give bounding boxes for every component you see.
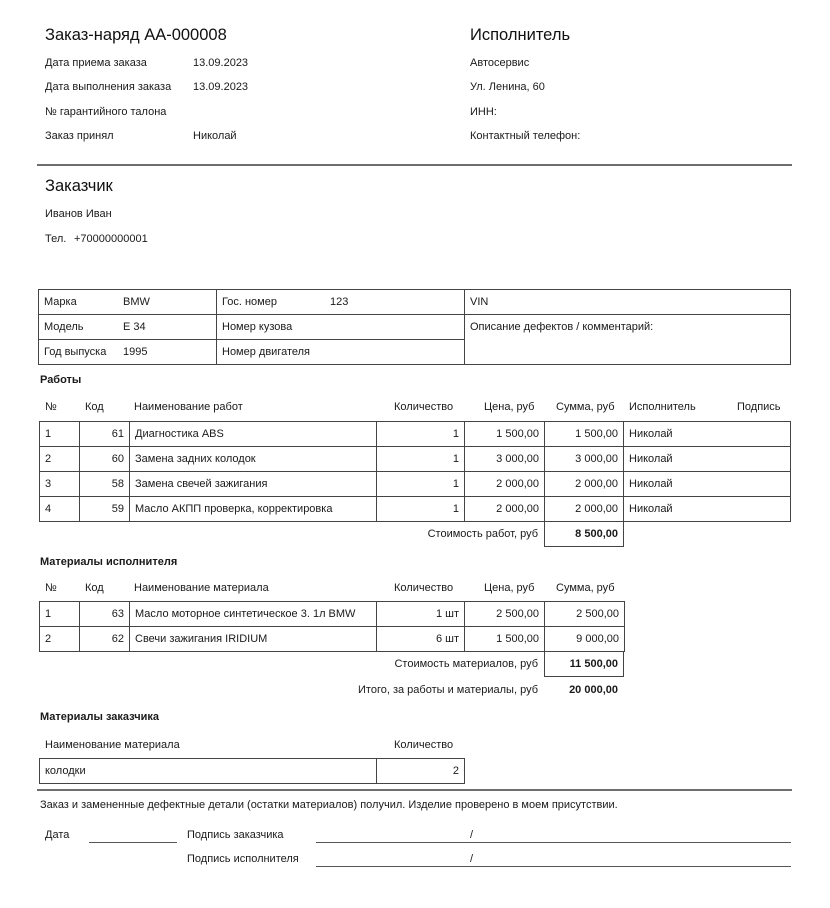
order-received-date-value: 13.09.2023 [193, 57, 249, 69]
vehicle-vin-cell [465, 290, 791, 315]
works-row-code: 58 [80, 472, 130, 497]
vehicle-engine-number-cell [217, 340, 465, 365]
table-row [40, 627, 625, 652]
works-row-number: 3 [40, 472, 80, 497]
order-accepted-by-label: Заказ принял [45, 130, 114, 142]
materials-header-sum: Сумма, руб [556, 582, 615, 594]
works-row-name: Диагностика ABS [130, 422, 377, 447]
works-row-number: 1 [40, 422, 80, 447]
order-accepted-by-value: Николай [193, 130, 237, 142]
works-row-sum: 2 000,00 [545, 497, 624, 522]
works-row-worker: Николай [624, 497, 791, 522]
works-row-price: 3 000,00 [465, 447, 545, 472]
table-row [40, 447, 791, 472]
materials-total-label: Стоимость материалов, руб [394, 658, 538, 670]
materials-header-number: № [45, 582, 57, 594]
customer-materials-row-name: колодки [40, 759, 377, 784]
works-row-sum: 2 000,00 [545, 472, 624, 497]
customer-materials-section-title: Материалы заказчика [40, 711, 159, 723]
works-header-number: № [45, 401, 57, 413]
customer-materials-header-qty: Количество [394, 739, 454, 751]
works-header-qty: Количество [394, 401, 454, 413]
materials-header-price: Цена, руб [484, 582, 535, 594]
vehicle-brand-label: Марка [44, 296, 77, 308]
works-header-name: Наименование работ [134, 401, 243, 413]
customer-signature-slash: / [470, 829, 474, 841]
header-divider [37, 164, 792, 166]
contractor-inn: ИНН: [470, 106, 497, 118]
vehicle-plate-label: Гос. номер [222, 296, 277, 308]
vehicle-model-value: E 34 [123, 321, 146, 333]
materials-row-qty: 6 шт [377, 627, 465, 652]
vehicle-vin-label: VIN [470, 296, 489, 308]
vehicle-defects-cell [465, 315, 791, 365]
footer-divider [37, 789, 792, 791]
materials-row-sum: 9 000,00 [545, 627, 625, 652]
materials-row-code: 63 [80, 602, 130, 627]
vehicle-table [38, 289, 791, 365]
vehicle-engine-number-label: Номер двигателя [222, 346, 311, 358]
customer-title: Заказчик [45, 177, 113, 195]
works-row-sum: 3 000,00 [545, 447, 624, 472]
contractor-signature-line[interactable] [316, 866, 791, 867]
vehicle-brand-cell [39, 290, 217, 315]
works-total-value: 8 500,00 [544, 521, 624, 547]
grand-total-label: Итого, за работы и материалы, руб [358, 684, 538, 696]
vehicle-model-label: Модель [44, 321, 84, 333]
customer-signature-line[interactable] [316, 842, 791, 843]
works-row-qty: 1 [377, 472, 465, 497]
works-row-number: 2 [40, 447, 80, 472]
grand-total-value: 20 000,00 [569, 684, 618, 696]
contractor-signature-slash: / [470, 853, 474, 865]
date-field-line[interactable] [89, 842, 177, 843]
works-row-worker: Николай [624, 447, 791, 472]
materials-row-price: 1 500,00 [465, 627, 545, 652]
works-header-signature: Подпись [737, 401, 781, 413]
materials-row-name: Свечи зажигания IRIDIUM [130, 627, 377, 652]
customer-phone: +70000000001 [74, 233, 148, 245]
table-row [40, 602, 625, 627]
vehicle-brand-value: BMW [123, 296, 150, 308]
works-row-qty: 1 [377, 497, 465, 522]
works-row-price: 2 000,00 [465, 497, 545, 522]
customer-materials-table [39, 758, 465, 784]
vehicle-year-value: 1995 [123, 346, 148, 358]
date-label: Дата [45, 829, 70, 841]
vehicle-year-label: Год выпуска [44, 346, 107, 358]
vehicle-plate-value: 123 [330, 296, 349, 308]
materials-row-name: Масло моторное синтетическое 3. 1л BMW [130, 602, 377, 627]
materials-total-value: 11 500,00 [544, 651, 624, 677]
works-header-sum: Сумма, руб [556, 401, 615, 413]
customer-phone-label: Тел. [45, 233, 67, 245]
works-header-code: Код [85, 401, 104, 413]
order-received-date-label: Дата приема заказа [45, 57, 147, 69]
materials-row-number: 1 [40, 602, 80, 627]
contractor-phone: Контактный телефон: [470, 130, 581, 142]
receipt-statement: Заказ и замененные дефектные детали (остатки материалов) получил. Изделие проверено в моем присутствии. [40, 799, 618, 811]
works-header-price: Цена, руб [484, 401, 535, 413]
warranty-number-label: № гарантийного талона [45, 106, 167, 118]
works-total-label: Стоимость работ, руб [427, 528, 538, 540]
table-row [40, 472, 791, 497]
vehicle-year-cell [39, 340, 217, 365]
order-completed-date-label: Дата выполнения заказа [45, 81, 172, 93]
works-row-code: 61 [80, 422, 130, 447]
table-row [40, 497, 791, 522]
customer-name: Иванов Иван [45, 208, 112, 220]
works-row-number: 4 [40, 497, 80, 522]
table-row [40, 422, 791, 447]
works-row-sum: 1 500,00 [545, 422, 624, 447]
materials-table [39, 601, 625, 652]
contractor-signature-label: Подпись исполнителя [187, 853, 299, 865]
vehicle-model-cell [39, 315, 217, 340]
works-table [39, 421, 791, 522]
customer-materials-header-name: Наименование материала [45, 739, 180, 751]
works-row-price: 1 500,00 [465, 422, 545, 447]
materials-row-sum: 2 500,00 [545, 602, 625, 627]
contractor-title: Исполнитель [470, 26, 571, 44]
materials-header-name: Наименование материала [134, 582, 269, 594]
works-row-worker: Николай [624, 472, 791, 497]
materials-row-price: 2 500,00 [465, 602, 545, 627]
order-completed-date-value: 13.09.2023 [193, 81, 249, 93]
works-row-price: 2 000,00 [465, 472, 545, 497]
materials-row-qty: 1 шт [377, 602, 465, 627]
customer-materials-row-qty: 2 [377, 759, 465, 784]
materials-section-title: Материалы исполнителя [40, 556, 178, 568]
vehicle-plate-cell [217, 290, 465, 315]
works-row-qty: 1 [377, 447, 465, 472]
works-row-code: 59 [80, 497, 130, 522]
works-row-name: Масло АКПП проверка, корректировка [130, 497, 377, 522]
vehicle-body-number-label: Номер кузова [222, 321, 293, 333]
order-title: Заказ-наряд АА-000008 [45, 26, 227, 44]
works-row-name: Замена свечей зажигания [130, 472, 377, 497]
materials-header-qty: Количество [394, 582, 454, 594]
materials-row-number: 2 [40, 627, 80, 652]
works-section-title: Работы [40, 374, 82, 386]
contractor-address: Ул. Ленина, 60 [470, 81, 545, 93]
contractor-name: Автосервис [470, 57, 530, 69]
works-header-worker: Исполнитель [629, 401, 696, 413]
works-row-code: 60 [80, 447, 130, 472]
customer-signature-label: Подпись заказчика [187, 829, 284, 841]
works-row-name: Замена задних колодок [130, 447, 377, 472]
works-row-qty: 1 [377, 422, 465, 447]
materials-row-code: 62 [80, 627, 130, 652]
vehicle-body-number-cell [217, 315, 465, 340]
works-row-worker: Николай [624, 422, 791, 447]
vehicle-defects-label: Описание дефектов / комментарий: [470, 321, 654, 333]
table-row [40, 759, 465, 784]
materials-header-code: Код [85, 582, 104, 594]
